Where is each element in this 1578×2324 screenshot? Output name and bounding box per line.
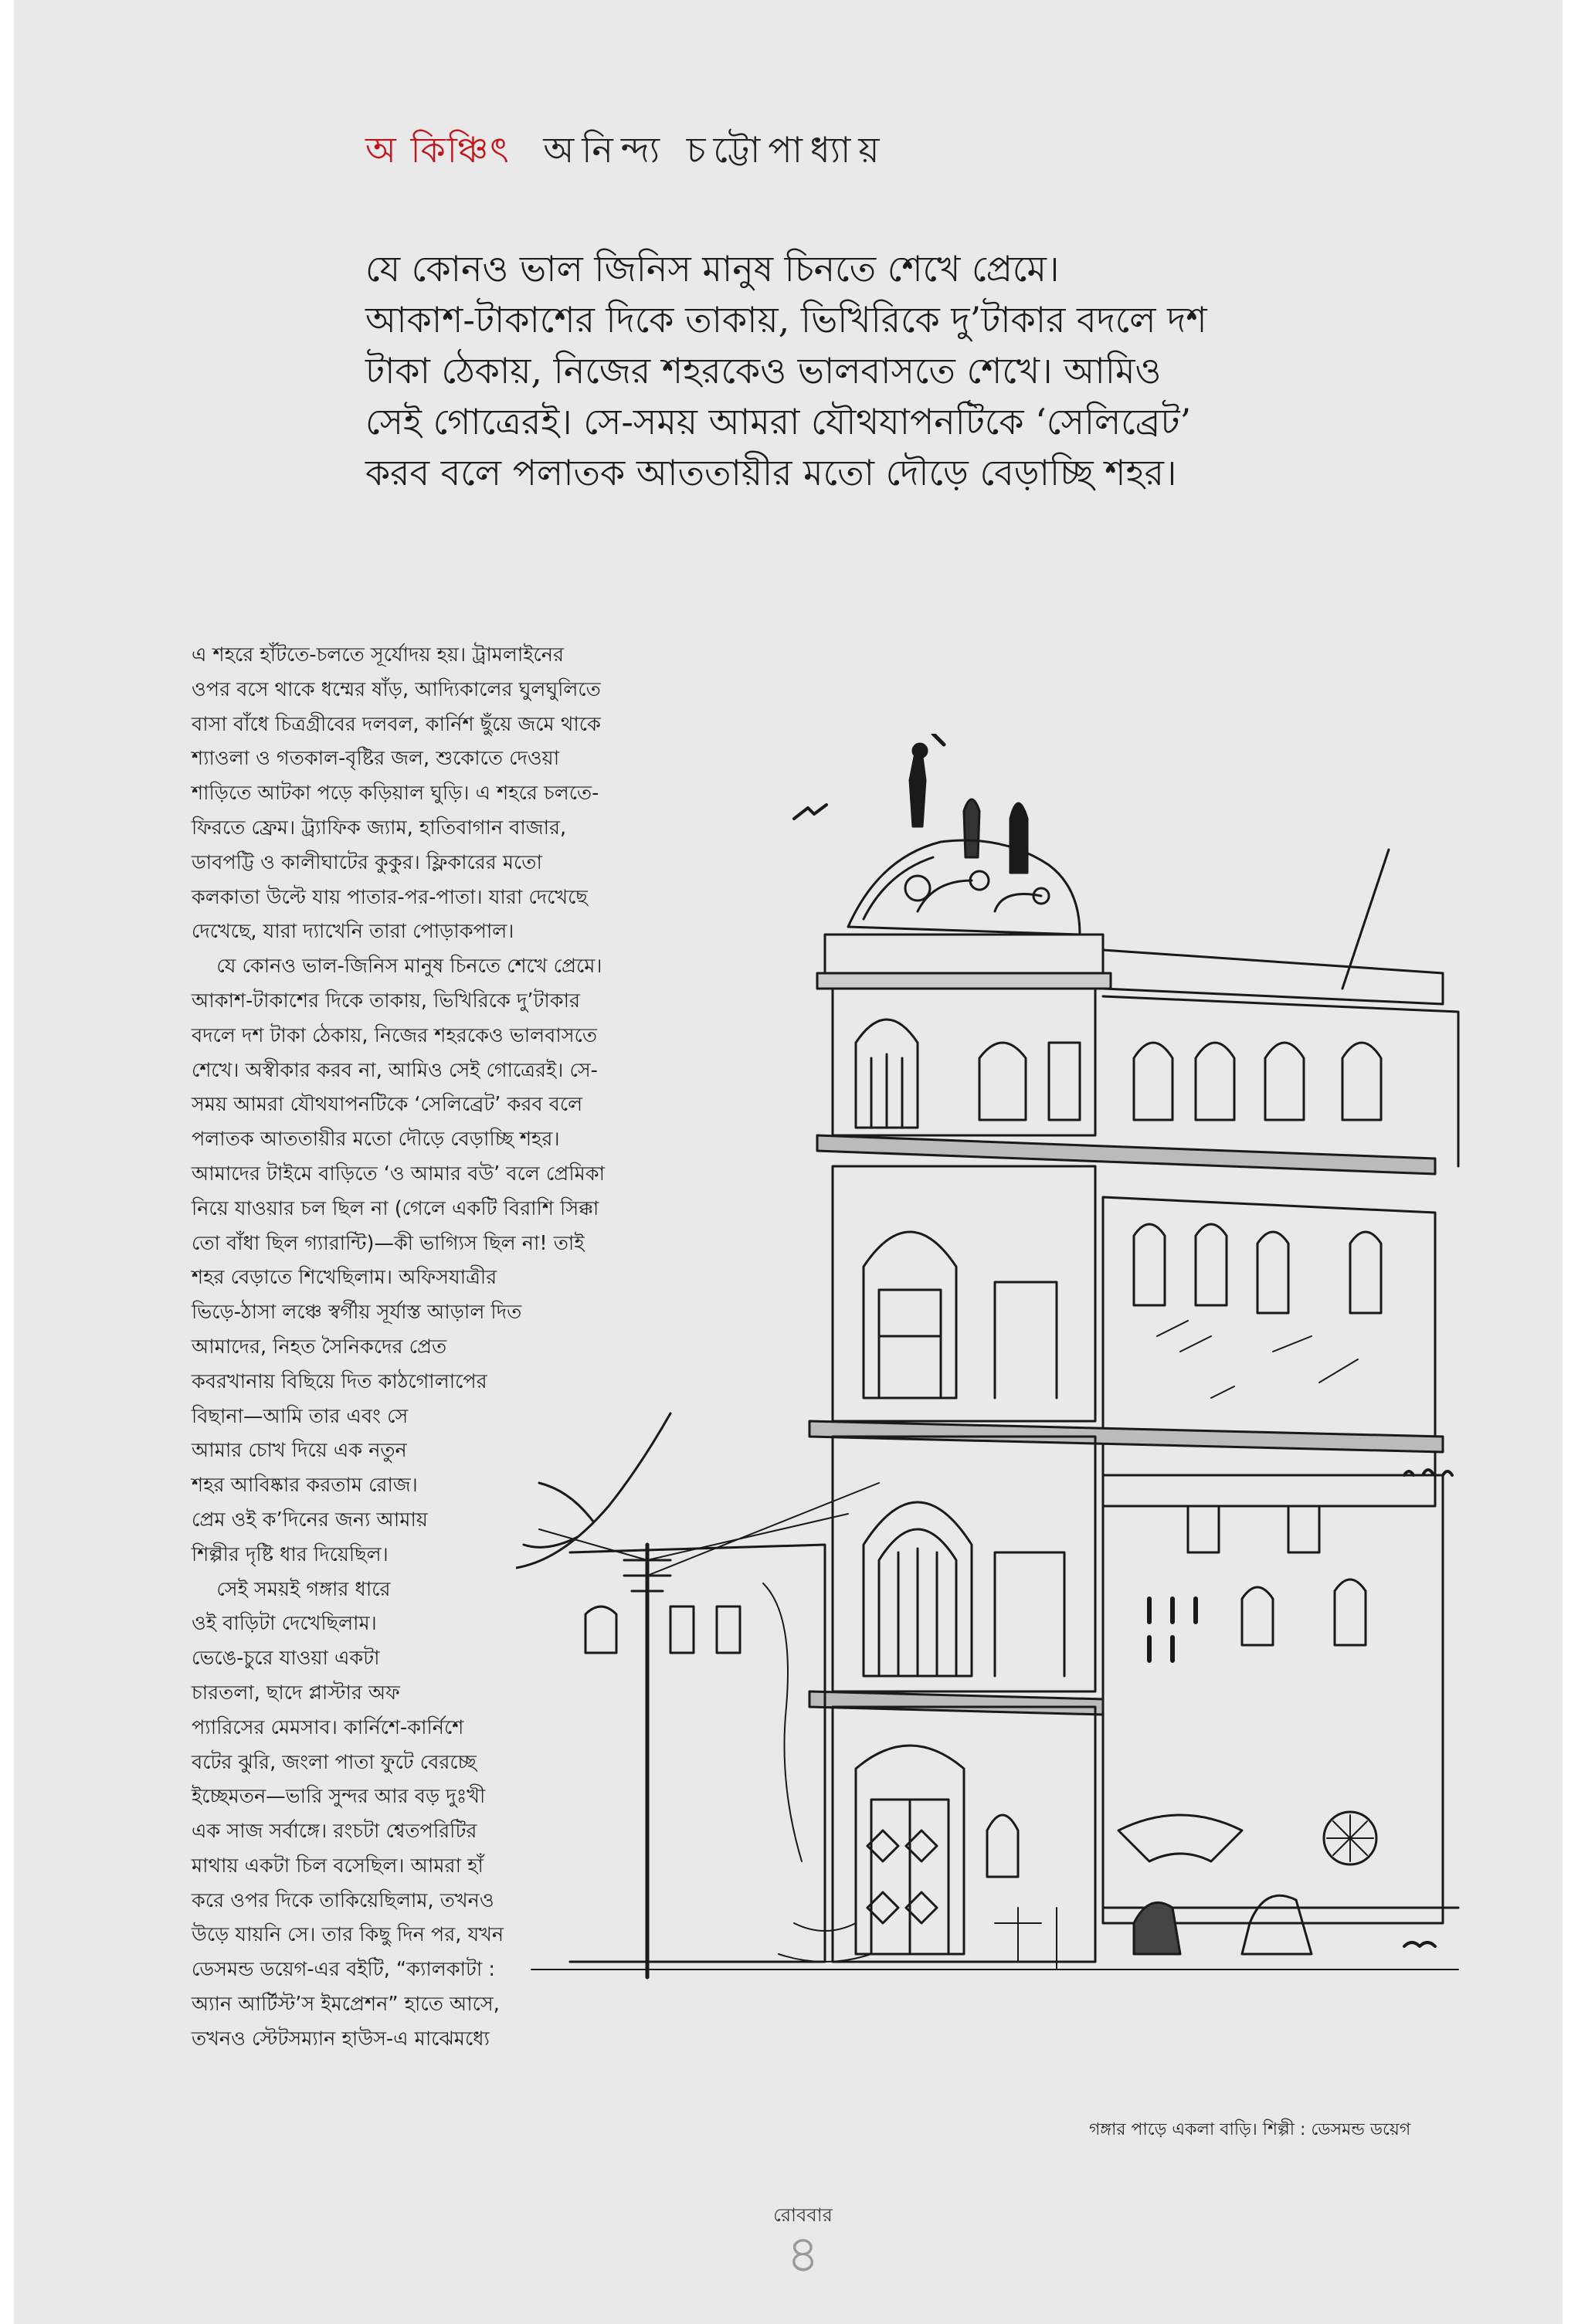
body-line: বদলে দশ টাকা ঠেকায়, নিজের শহরকেও ভালবাসতে bbox=[192, 1023, 597, 1047]
body-line: এক সাজ সর্বাঙ্গে। রংচটা শ্বেতপরিটির bbox=[192, 1820, 477, 1844]
body-line: ওপর বসে থাকে ধম্মের ষাঁড়, আদ্যিকালের ঘুলঘুলিতে bbox=[192, 677, 601, 701]
body-line: সেই সময়ই গঙ্গার ধারে bbox=[192, 1577, 391, 1601]
body-line: শিল্পীর দৃষ্টি ধার দিয়েছিল। bbox=[192, 1542, 389, 1566]
pull-quote bbox=[365, 243, 1416, 498]
pull-quote-line: আকাশ-টাকাশের দিকে তাকায়, ভিখিরিকে দু’টাকার বদলে দশ bbox=[365, 299, 1207, 341]
body-line: বিছানা—আমি তার এবং সে bbox=[192, 1404, 409, 1428]
body-line: এ শহরে হাঁটতে-চলতে সূর্যোদয় হয়। ট্রামলাইনের bbox=[192, 643, 565, 667]
body-line: প্রেম ওই ক’দিনের জন্য আমায় bbox=[192, 1508, 428, 1532]
body-line: আমাদের টাইমে বাড়িতে ‘ও আমার বউ’ বলে প্রেমিকা bbox=[192, 1162, 606, 1186]
body-line: যে কোনও ভাল-জিনিস মানুষ চিনতে শেখে প্রেমে। bbox=[192, 955, 602, 979]
body-line: কবরখানায় বিছিয়ে দিত কাঠগোলাপের bbox=[192, 1369, 487, 1393]
body-line: ডাবপট্টি ও কালীঘাটের কুকুর। ফ্লিকারের মতো bbox=[192, 850, 542, 874]
body-line: আকাশ-টাকাশের দিকে তাকায়, ভিখিরিকে দু’টাকার bbox=[192, 989, 581, 1013]
body-line: বটের ঝুরি, জংলা পাতা ফুটে বেরচ্ছে bbox=[192, 1750, 477, 1774]
body-line: ওই বাড়িটা দেখেছিলাম। bbox=[192, 1612, 377, 1636]
pull-quote-line: যে কোনও ভাল জিনিস মানুষ চিনতে শেখে প্রেমে। bbox=[365, 248, 1060, 290]
building-sketch-illustration bbox=[516, 734, 1474, 2062]
body-line: ফিরতে ফ্রেম। ট্র্যাফিক জ্যাম, হাতিবাগান বাজার, bbox=[192, 816, 567, 840]
illustration-caption: গঙ্গার পাড়ে একলা বাড়ি। শিল্পী : ডেসমন্ড ডয়েগ bbox=[1089, 2120, 1411, 2139]
body-line: উড়ে যায়নি সে। তার কিছু দিন পর, যখন bbox=[192, 1923, 504, 1947]
body-line: তো বাঁধা ছিল গ্যারান্টি)—কী ভাগ্যিস ছিল না! তাই bbox=[192, 1231, 585, 1255]
page-number: ৪ bbox=[786, 2224, 820, 2284]
body-line: কলকাতা উল্টে যায় পাতার-পর-পাতা। যারা দেখেছে bbox=[192, 885, 588, 909]
body-line: ডেসমন্ড ডয়েগ-এর বইটি, “ক্যালকাটা : bbox=[192, 1958, 495, 1982]
magazine-page bbox=[14, 0, 1563, 2324]
body-line: চারতলা, ছাদে প্লাস্টার অফ bbox=[192, 1681, 400, 1705]
body-line: নিয়ে যাওয়ার চল ছিল না (গেলে একটি বিরাশি সিক্কা bbox=[192, 1196, 599, 1220]
column-title: অ কিঞ্চিৎ bbox=[365, 129, 511, 171]
body-line: ইচ্ছেমতন—ভারি সুন্দর আর বড় দুঃখী bbox=[192, 1785, 486, 1809]
body-line: তখনও স্টেটসম্যান হাউস-এ মাঝেমধ্যে bbox=[192, 2027, 490, 2051]
body-line: আমার চোখ দিয়ে এক নতুন bbox=[192, 1439, 407, 1463]
author-name: অনিন্দ্য চট্টোপাধ্যায় bbox=[543, 129, 887, 171]
body-line: সময় আমরা যৌথযাপনটিকে ‘সেলিব্রেট’ করব বলে bbox=[192, 1093, 583, 1117]
body-line: মাথায় একটা চিল বসেছিল। আমরা হাঁ bbox=[192, 1854, 484, 1878]
pull-quote-line: করব বলে পলাতক আততায়ীর মতো দৌড়ে বেড়াচ্ছি শহর। bbox=[365, 452, 1177, 494]
body-line: শেখে। অস্বীকার করব না, আমিও সেই গোত্রেরই। সে- bbox=[192, 1058, 598, 1082]
body-line: অ্যান আর্টিস্ট’স ইমপ্রেশন” হাতে আসে, bbox=[192, 1993, 500, 2017]
magazine-name: রোববার bbox=[773, 2204, 833, 2226]
column-header bbox=[365, 124, 887, 182]
body-line: প্যারিসের মেমসাব। কার্নিশে-কার্নিশে bbox=[192, 1715, 464, 1739]
body-line: পলাতক আততায়ীর মতো দৌড়ে বেড়াচ্ছি শহর। bbox=[192, 1128, 560, 1152]
body-line: ভিড়ে-ঠাসা লঞ্চে স্বর্গীয় সূর্যাস্ত আড়াল দিত bbox=[192, 1301, 522, 1325]
body-line: শ্যাওলা ও গতকাল-বৃষ্টির জল, শুকোতে দেওয়া bbox=[192, 747, 560, 771]
body-line: করে ওপর দিকে তাকিয়েছিলাম, তখনও bbox=[192, 1888, 494, 1912]
pull-quote-line: টাকা ঠেকায়, নিজের শহরকেও ভালবাসতে শেখে। আমিও bbox=[365, 350, 1162, 392]
body-line: শহর বেড়াতে শিখেছিলাম। অফিসযাত্রীর bbox=[192, 1266, 497, 1290]
body-line: বাসা বাঁধে চিত্রগ্রীবের দলবল, কার্নিশ ছুঁয়ে জমে থাকে bbox=[192, 712, 601, 736]
body-line: আমাদের, নিহত সৈনিকদের প্রেত bbox=[192, 1335, 447, 1359]
body-line: দেখেছে, যারা দ্যাখেনি তারা পোড়াকপাল। bbox=[192, 920, 514, 944]
pull-quote-line: সেই গোত্রেরই। সে-সময় আমরা যৌথযাপনটিকে ‘সেলিব্রেট’ bbox=[365, 401, 1192, 443]
body-line: ভেঙে-চুরে যাওয়া একটা bbox=[192, 1647, 380, 1671]
body-line: শাড়িতে আটকা পড়ে কড়িয়াল ঘুড়ি। এ শহরে চলতে- bbox=[192, 782, 599, 806]
body-line: শহর আবিষ্কার করতাম রোজ। bbox=[192, 1474, 418, 1498]
